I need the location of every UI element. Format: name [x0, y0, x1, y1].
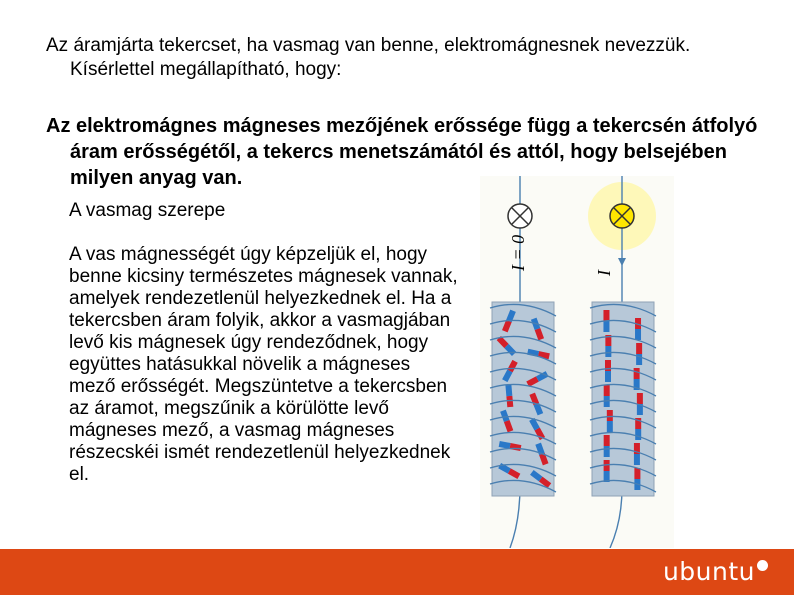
- ubuntu-logo: ubuntu: [663, 557, 768, 586]
- right-iron-core: [592, 302, 654, 496]
- bulb-on-icon: [610, 204, 634, 228]
- left-current-label: I = 0: [508, 234, 528, 271]
- bulb-off-icon: [508, 204, 532, 228]
- mini-magnet: [604, 385, 610, 407]
- mini-magnet: [605, 360, 611, 382]
- explanation-text: A vas mágnességét úgy képzeljük el, hogy benne kicsiny természetes mágnesek vannak, amelyek rendezetlenül helyezkednek el. Ha a tekercsben áram folyik, akkor a vasmagjában levő kis mágnesek úgy rendeződnek, hogy együttes hatásukkal növelik a mágneses mező erősségét. Megszüntetve a tekercsben az áramot, megszűnik a körülötte levő mágneses mező, a vasmag mágneses részecskéi ismét rendezetlenül helyezkednek el.: [69, 244, 458, 485]
- mini-magnet: [634, 468, 640, 490]
- intro-text: Az áramjárta tekercset, ha vasmag van benne, elektromágnesnek nevezzük. Kísérlettel megállapítható, hogy:: [46, 35, 691, 80]
- mini-magnet: [634, 443, 640, 465]
- mini-magnet: [604, 435, 610, 457]
- subheading: A vasmag szerepe: [69, 200, 226, 221]
- ubuntu-circle-icon: [757, 560, 768, 571]
- electromagnet-figure: [480, 176, 674, 548]
- mini-magnet: [604, 460, 610, 482]
- statement-text: Az elektromágnes mágneses mezőjének erőssége függ a tekercsén átfolyó áram erősségétől, a tekercs menetszámától és attól, hogy belsejében milyen anyag van.: [46, 115, 758, 189]
- mini-magnet: [635, 318, 641, 340]
- footer-bar: [0, 549, 794, 595]
- right-current-label: I: [594, 270, 614, 276]
- mini-magnet: [636, 343, 642, 365]
- mini-magnet: [605, 335, 611, 357]
- mini-magnet: [607, 410, 613, 432]
